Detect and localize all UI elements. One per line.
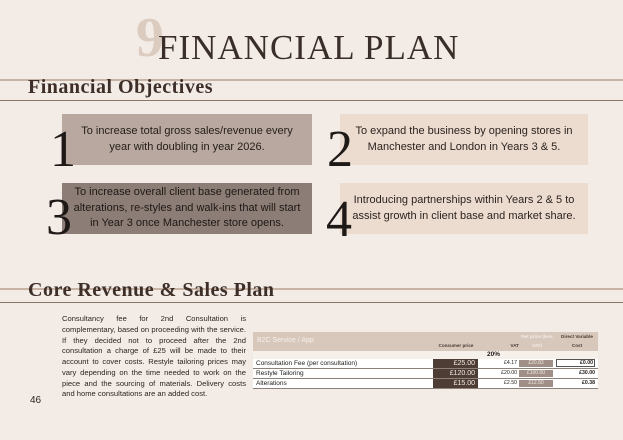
- pricing-table: [253, 332, 598, 389]
- row-consumer-price: £25.00: [433, 359, 478, 368]
- row-consumer-price: £15.00: [433, 379, 478, 388]
- table-row: [253, 379, 598, 389]
- table-header-service: B2C Service / App: [257, 337, 314, 344]
- table-header: [253, 332, 598, 351]
- table-row: [253, 369, 598, 379]
- table-header-net-line2: VAT): [531, 343, 543, 348]
- row-direct-cost: £0.38: [582, 380, 595, 386]
- objective-text-2: To expand the business by opening stores in Manchester and London in Years 3 & 5.: [355, 124, 573, 153]
- revenue-paragraph: Consultancy fee for 2nd Consultation is complementary, based on proceeding with the service. If they decided not to proceed after the 2nd consultation a charge of £25 will be made to their account to cover costs. Restyle tailoring prices may vary depending on the time needed to work on the piece and the sourcing of materials. Delivery costs and home consultations are an added cost.: [62, 314, 246, 399]
- row-label: Consultation Fee (per consultation): [256, 360, 358, 367]
- objective-box-1: [62, 114, 312, 165]
- row-vat: £2.50: [504, 380, 517, 386]
- row-vat: £20.00: [501, 370, 517, 376]
- divider-revenue: [0, 302, 623, 303]
- objective-text-4: Introducing partnerships within Years 2 & 5 to assist growth in client base and market share.: [352, 193, 576, 222]
- objective-box-4: [340, 183, 588, 234]
- table-header-cost-line2: Cost: [571, 343, 583, 348]
- vat-rate: 20%: [487, 351, 501, 358]
- row-direct-cost: £0.00: [556, 359, 595, 367]
- table-header-net-line1: Net price (less: [521, 334, 553, 339]
- page-title: FINANCIAL PLAN: [158, 28, 460, 67]
- table-header-cost-line1: Direct Variable: [561, 334, 593, 339]
- section-title-objectives: Financial Objectives: [28, 76, 213, 98]
- row-net-price: £12.50: [519, 380, 553, 387]
- objective-box-3: [62, 183, 312, 234]
- objective-text-3: To increase overall client base generated from alterations, re-styles and walk-ins that will start in Year 3 once Manchester store opens.: [73, 185, 301, 230]
- objective-number-1: 1: [50, 121, 76, 178]
- divider-objectives: [0, 100, 623, 101]
- objective-number-3: 3: [46, 189, 72, 246]
- row-consumer-price: £120.00: [433, 369, 478, 378]
- vat-rate-row: [253, 351, 598, 359]
- section-title-revenue: Core Revenue & Sales Plan: [28, 279, 275, 301]
- row-net-price: £100.00: [519, 370, 553, 377]
- table-row: [253, 359, 598, 369]
- objective-number-4: 4: [326, 191, 352, 248]
- row-vat: £4.17: [504, 360, 517, 366]
- objective-number-2: 2: [327, 121, 353, 178]
- page-number: 46: [30, 395, 42, 406]
- row-net-price: £20.83: [519, 360, 553, 367]
- objective-box-2: [340, 114, 588, 165]
- decorative-numeral: 9: [136, 7, 164, 69]
- row-label: Alterations: [256, 380, 287, 387]
- table-header-consumer: Consumer price: [438, 343, 474, 348]
- objective-text-1: To increase total gross sales/revenue every year with doubling in year 2026.: [81, 124, 293, 153]
- row-direct-cost: £30.00: [579, 370, 595, 376]
- row-label: Restyle Tailoring: [256, 370, 304, 377]
- table-header-vat: VAT: [510, 343, 519, 348]
